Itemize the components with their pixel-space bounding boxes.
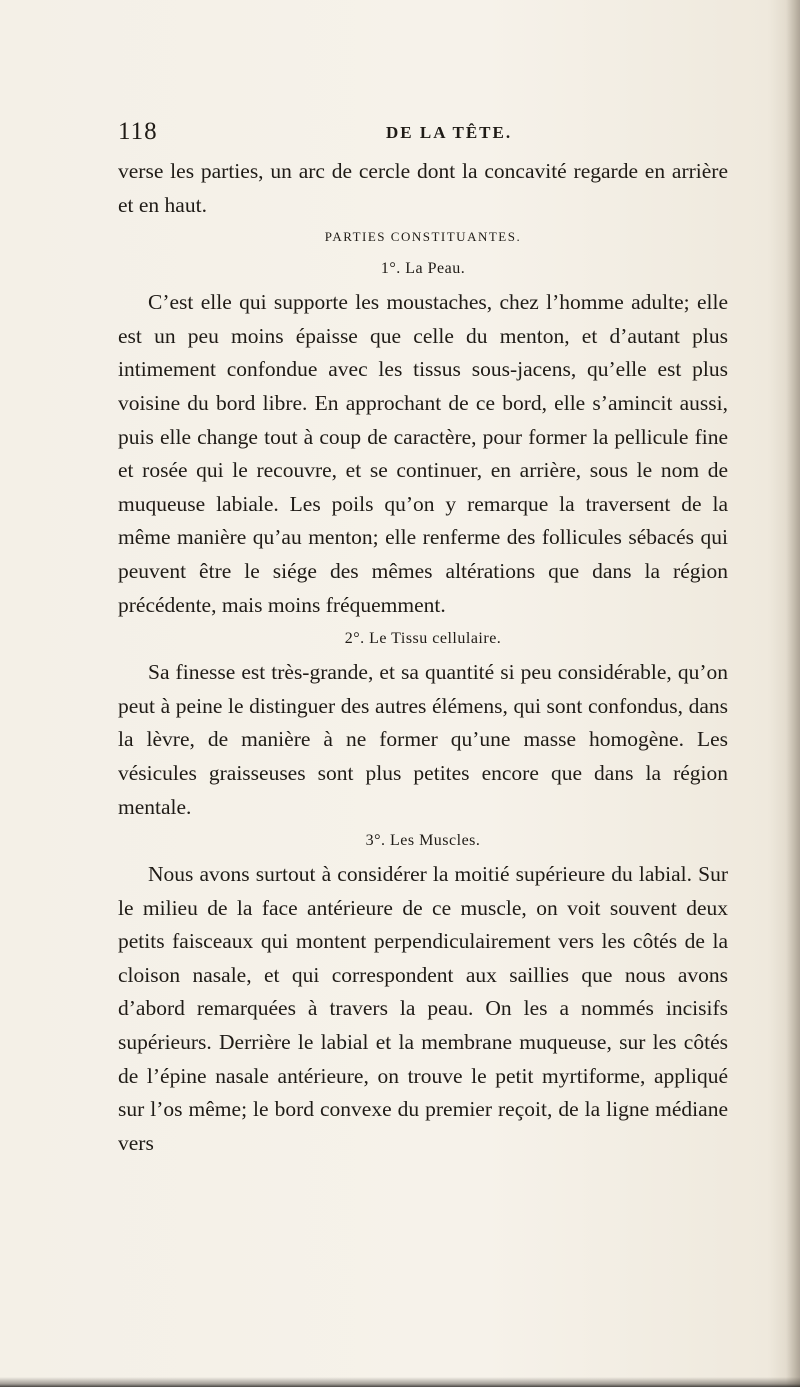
- body-text: [118, 155, 728, 1160]
- page-number: 118: [118, 118, 158, 145]
- subsection-heading-muscles: 3°. Les Muscles.: [365, 832, 481, 850]
- page-bottom-shadow: [0, 1377, 800, 1387]
- paragraph-skin: C’est elle qui supporte les moustaches, chez l’homme adulte; elle est un peu moins épaisse que celle du menton, et d’autant plus intimement confondue avec les tissus sous-jacens, qu’elle est plus voisine du bord libre. En approchant de ce bord, elle s’amincit aussi, puis elle change tout à coup de caractère, pour former la pellicule fine et rosée qui le recouvre, et se continuer, en arrière, sous le nom de muqueuse labiale. Les poils qu’on y remarque la traversent de la même manière qu’au menton; elle renferme des follicules sébacés qui peuvent être le siége des mêmes altérations que dans la région précédente, mais moins fréquemment.: [118, 290, 728, 617]
- paragraph-muscles: Nous avons surtout à considérer la moitié supérieure du labial. Sur le milieu de la face antérieure de ce muscle, on voit souvent deux petits faisceaux qui montent perpendiculairement vers les côtés de la cloison nasale, et qui correspondent aux saillies que nous avons d’abord remarquées à travers la peau. On les a nommés incisifs supérieurs. Derrière le labial et la membrane muqueuse, sur les côtés de l’épine nasale antérieure, on trouve le petit myrtiforme, appliqué sur l’os même; le bord convexe du premier reçoit, de la ligne médiane vers: [118, 862, 728, 1155]
- paragraph-cellular-tissue: Sa finesse est très-grande, et sa quantité si peu considérable, qu’on peut à peine le distinguer des autres élémens, qui sont confondus, dans la lèvre, de manière à ne former qu’une masse homogène. Les vésicules graisseuses sont plus petites encore que dans la région mentale.: [118, 660, 728, 819]
- subsection-heading-skin: 1°. La Peau.: [380, 260, 466, 278]
- subsection-heading-cellular-tissue: 2°. Le Tissu cellulaire.: [344, 630, 502, 648]
- paragraph-continuation: verse les parties, un arc de cercle dont la concavité regarde en arrière et en haut.: [118, 159, 728, 217]
- running-title: DE LA TÊTE.: [386, 123, 513, 142]
- page-edge-shadow: [786, 0, 800, 1387]
- page-header: [118, 118, 728, 146]
- section-heading: PARTIES CONSTITUANTES.: [324, 229, 522, 245]
